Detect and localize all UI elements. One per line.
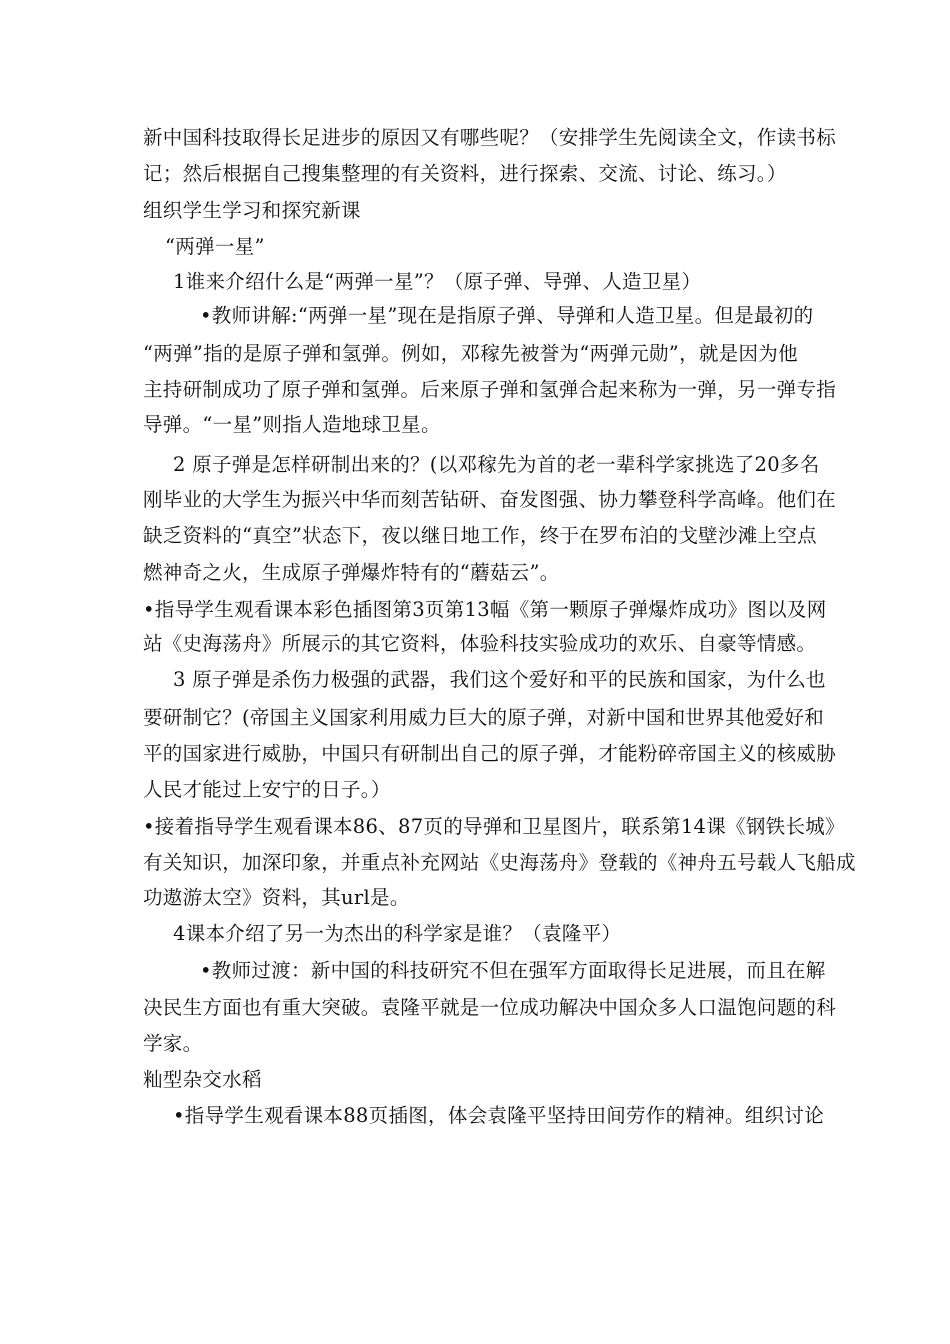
section-heading: 组织学生学习和探究新课 — [143, 199, 361, 222]
text-line: 导弹。“一星”则指人造地球卫星。 — [143, 413, 441, 436]
text-line: 缺乏资料的“真空”状态下，夜以继日地工作，终于在罗布泊的戈壁沙滩上空点 — [143, 524, 817, 547]
text-line: 平的国家进行威胁，中国只有研制出自己的原子弹，才能粉碎帝国主义的核威胁 — [143, 742, 837, 765]
bullet-line: •指导学生观看课本彩色插图第3页第13幅《第一颗原子弹爆炸成功》图以及网 — [143, 598, 827, 621]
question-line: 3 原子弹是杀伤力极强的武器，我们这个爱好和平的民族和国家，为什么也 — [173, 668, 826, 691]
text-line: 有关知识，加深印象，并重点补充网站《史海荡舟》登载的《神舟五号载人飞船成 — [143, 851, 856, 874]
question-line: 2 原子弹是怎样研制出来的？(以邓稼先为首的老一辈科学家挑选了20多名 — [173, 453, 820, 476]
bullet-line: •接着指导学生观看课本86、87页的导弹和卫星图片，联系第14课《钢铁长城》 — [143, 815, 845, 838]
text-line: 要研制它？(帝国主义国家利用威力巨大的原子弹，对新中国和世界其他爱好和 — [143, 706, 825, 729]
text-line: “两弹”指的是原子弹和氢弹。例如，邓稼先被誉为“两弹元勋”，就是因为他 — [143, 342, 798, 365]
text-line: 人民才能过上安宁的日子。） — [143, 778, 391, 801]
question-line: 1谁来介绍什么是“两弹一星”？（原子弹、导弹、人造卫星） — [173, 270, 702, 293]
bullet-line: •教师过渡：新中国的科技研究不但在强军方面取得长足进展，而且在解 — [200, 959, 826, 982]
bullet-line: •指导学生观看课本88页插图，体会袁隆平坚持田间劳作的精神。组织讨论 — [173, 1104, 825, 1127]
question-line: 4课本介绍了另一为杰出的科学家是谁？（袁隆平） — [173, 922, 622, 945]
text-line: 记；然后根据自己搜集整理的有关资料，进行探索、交流、讨论、练习。） — [143, 162, 787, 185]
text-line: 决民生方面也有重大突破。袁隆平就是一位成功解决中国众多人口温饱问题的科 — [143, 996, 837, 1019]
text-line: 刚毕业的大学生为振兴中华而刻苦钻研、奋发图强、协力攀登科学高峰。他们在 — [143, 488, 837, 511]
bullet-line: •教师讲解:“两弹一星”现在是指原子弹、导弹和人造卫星。但是最初的 — [200, 304, 814, 327]
text-line: 主持研制成功了原子弹和氢弹。后来原子弹和氢弹合起来称为一弹，另一弹专指 — [143, 378, 837, 401]
text-line: 功遨游太空》资料，其url是。 — [143, 886, 410, 909]
text-line: 新中国科技取得长足进步的原因又有哪些呢？（安排学生先阅读全文，作读书标 — [143, 126, 837, 149]
subsection-heading: “两弹一星” — [165, 235, 265, 258]
text-line: 学家。 — [143, 1032, 203, 1055]
text-line: 燃神奇之火，生成原子弹爆炸特有的“蘑菇云”。 — [143, 561, 560, 584]
text-line: 站《史海荡舟》所展示的其它资料，体验科技实验成功的欢乐、自豪等情感。 — [143, 632, 817, 655]
section-heading: 籼型杂交水稻 — [143, 1068, 262, 1091]
